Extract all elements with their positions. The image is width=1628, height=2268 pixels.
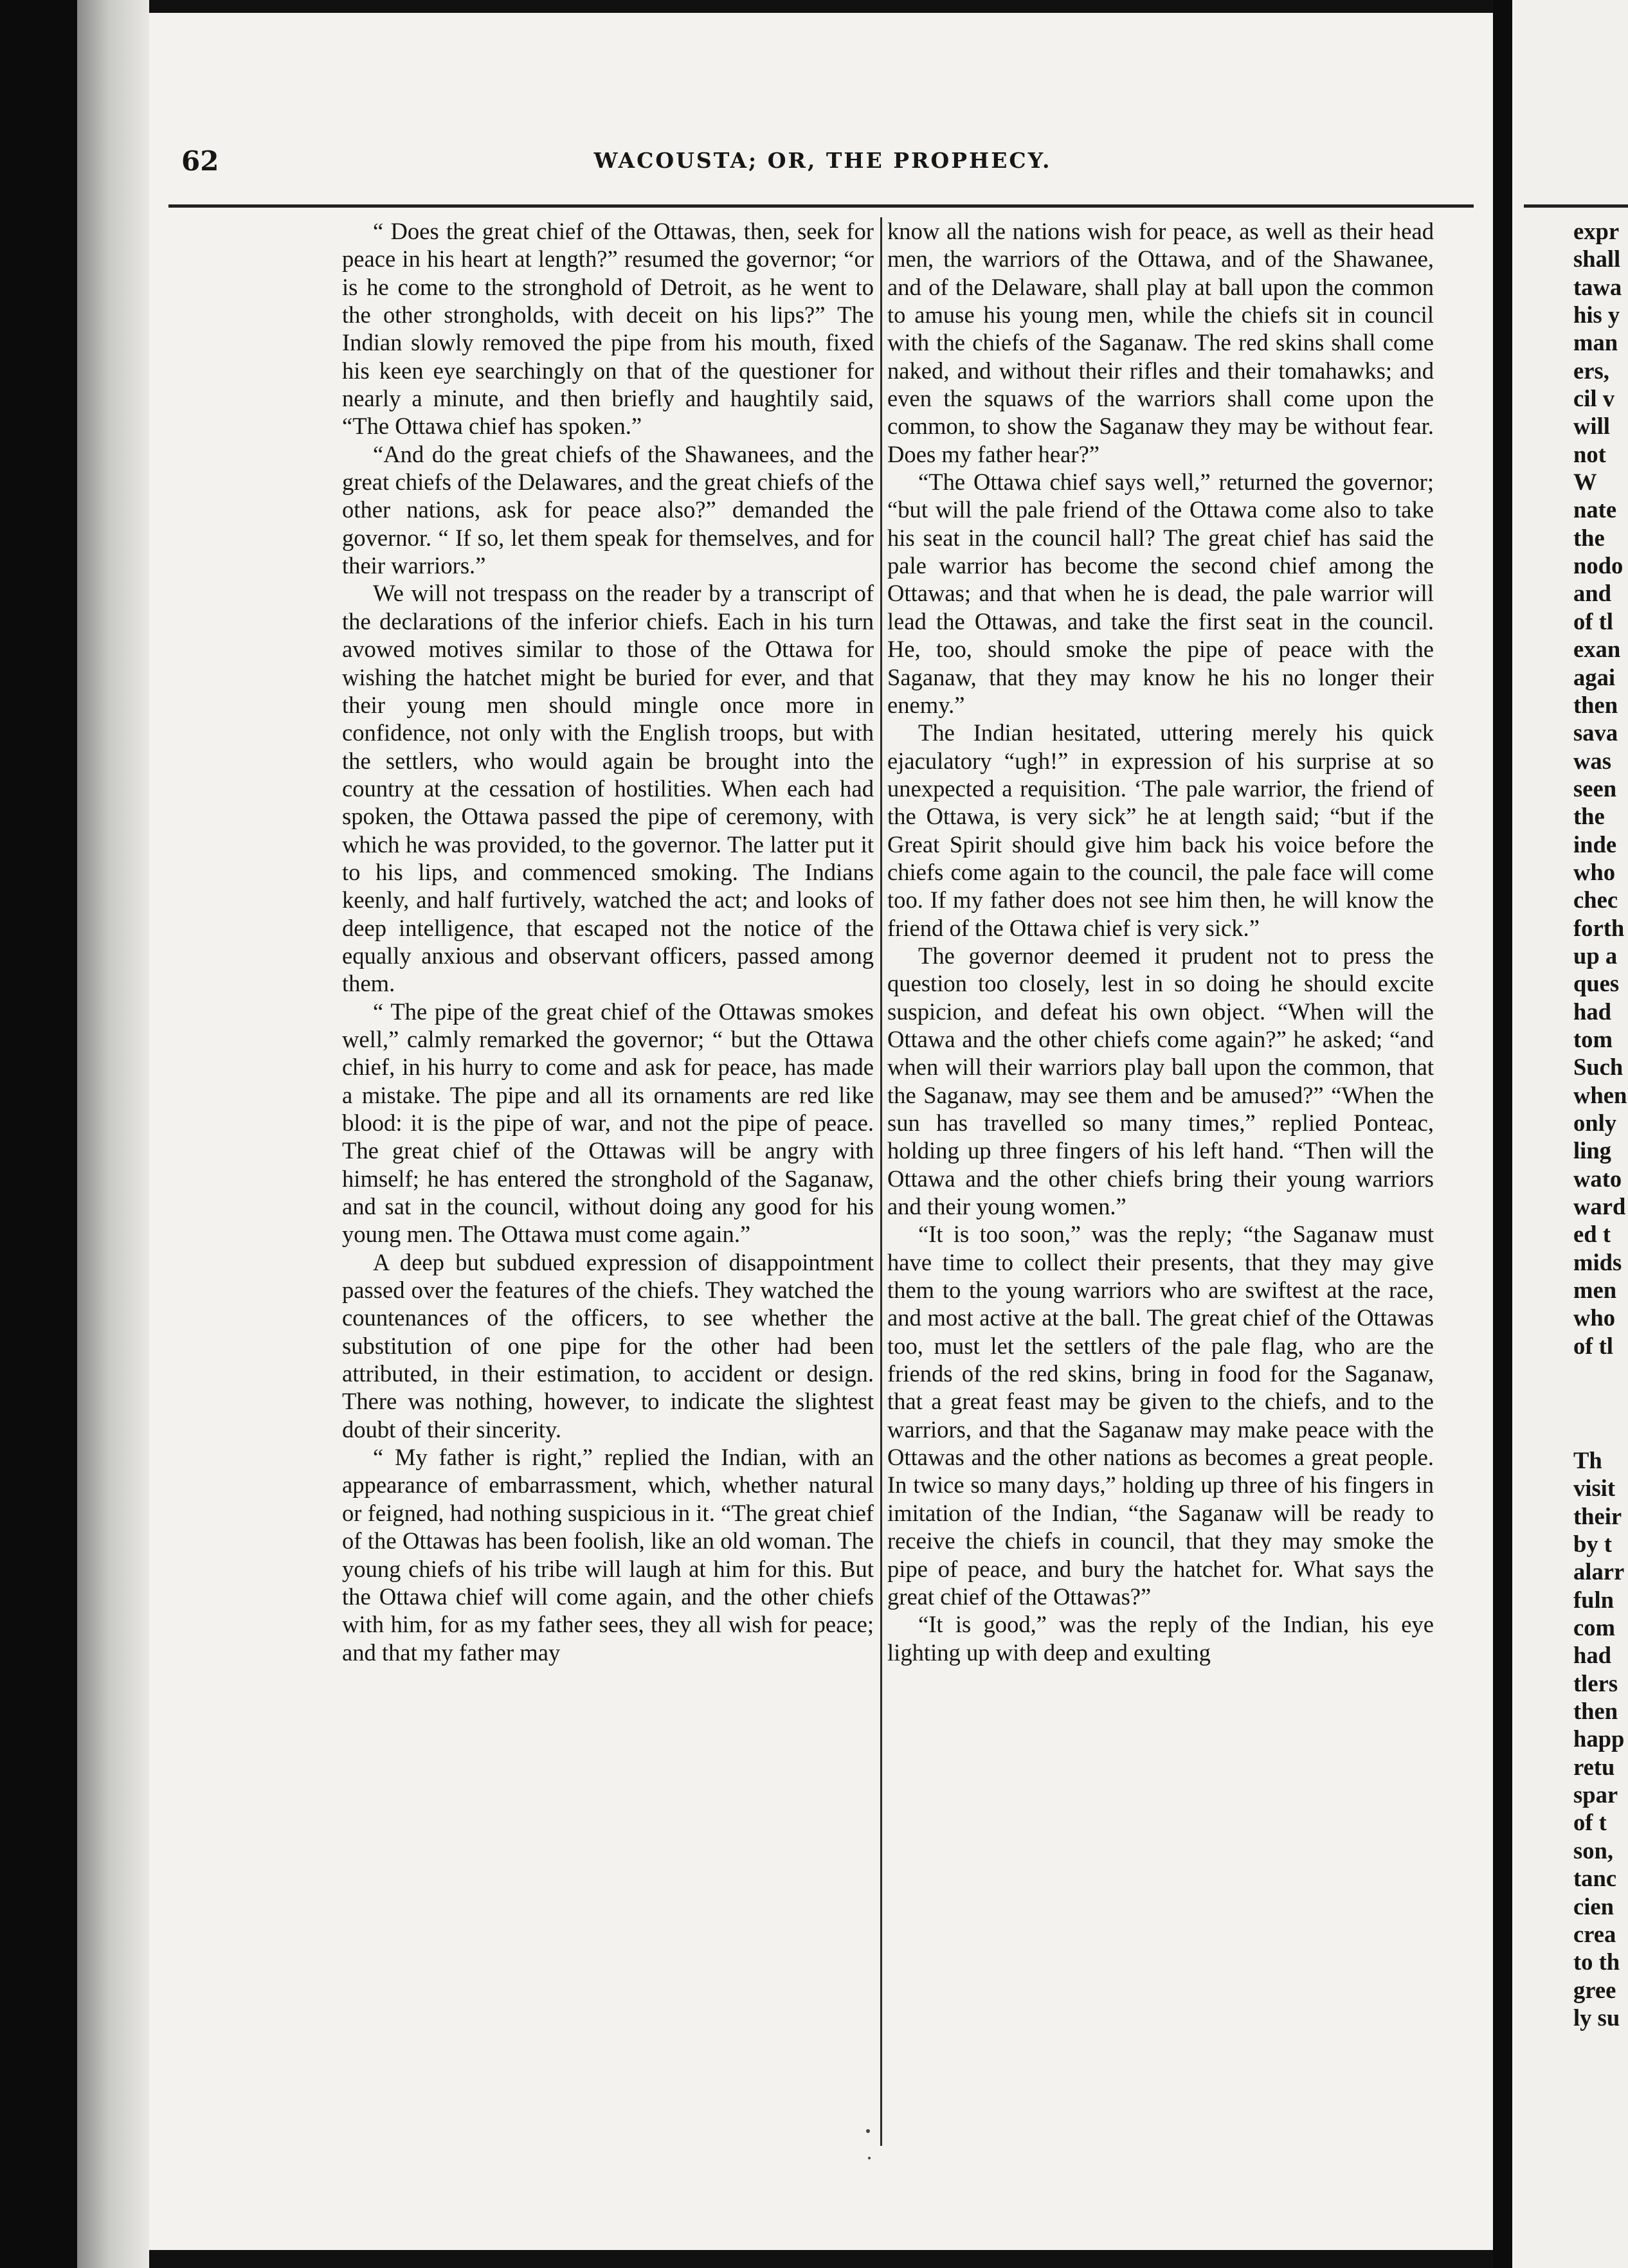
facing-page-line: W [1573,469,1597,496]
paragraph: A deep but subdued expression of disappointment passed over the features of the chiefs. They watched the countenances of the officers, to see whether the substitution of one pipe for the other had been attributed, in their estimation, to accident or design. There was nothing, however, to indicate the slightest doubt of their sincerity. [342,1248,874,1443]
facing-page-edge [1512,0,1628,2268]
facing-page-line: by t [1573,1531,1612,1558]
facing-page-line: shall [1573,246,1621,273]
facing-page-line: tawa [1573,273,1622,300]
facing-page-line: had [1573,1642,1611,1669]
facing-page-line: cil v [1573,385,1614,412]
facing-page-line: nodo [1573,552,1623,579]
facing-page-line: tlers [1573,1670,1618,1697]
facing-page-line: Th [1573,1447,1602,1473]
facing-page-line: was [1573,747,1611,774]
facing-page-line: man [1573,329,1618,356]
paragraph: “It is too soon,” was the reply; “the Saganaw must have time to collect their presents, that they may give them to the young warriors who are swiftest at the race, and most active at the ball. The great chief of the Ottawas too, must let the settlers of the pale flag, who are the friends of the red skins, bring in food for the Saganaw, that a great feast may be given to the chiefs, and to the warriors, and that the Saganaw may make peace with the Ottawas and the other nations as becomes a great people. In twice so many days,” holding up three of his fingers in imitation of the Indian, “the Saganaw will be ready to receive the chiefs in council, that they may smoke the pipe of peace, and bury the hatchet for. What says the great chief of the Ottawas?” [887,1221,1434,1610]
facing-page-line: visit [1573,1475,1616,1502]
print-speck [868,2157,871,2159]
facing-page-line: ed t [1573,1221,1611,1248]
paragraph: “ Does the great chief of the Ottawas, then, seek for peace in his heart at length?” resumed the governor; “or is he come to the stronghold of Detroit, as he went to the other strongholds, with deceit on his lips?” The Indian slowly removed the pipe from his mouth, fixed his keen eye searchingly on that of the questioner for nearly a minute, and then briefly and haughtily said, “The Ottawa chief has spoken.” [342,218,874,440]
facing-page-line: the [1573,524,1605,551]
facing-page-line: cien [1573,1893,1614,1920]
facing-page-rule [1524,204,1628,208]
paragraph: “The Ottawa chief says well,” returned the governor; “but will the pale friend of the Ottawa come also to take his seat in the council hall? The great chief has said the pale warrior has become the second chief among the Ottawas; and that when he is dead, the pale warrior will lead the Ottawas, and take the first seat in the council. He, too, should smoke the pipe of peace with the Saganaw, that they may know he his no longer their enemy.” [887,469,1434,718]
facing-page-line: had [1573,998,1611,1025]
facing-page-text-upper [1573,217,1628,1360]
book-gutter [1493,0,1512,2268]
facing-page-line: and [1573,580,1611,607]
facing-page-line: only [1573,1110,1617,1136]
paragraph: “It is good,” was the reply of the Indian, his eye lighting up with deep and exulting [887,1611,1434,1666]
facing-page-line: ly su [1573,2004,1620,2031]
running-title: WACOUSTA; OR, THE PROPHECY. [593,148,1052,173]
page-spine-shadow [77,0,149,2268]
facing-page-line: spar [1573,1781,1618,1808]
facing-page-line: their [1573,1502,1622,1529]
paragraph: The Indian hesitated, uttering merely his quick ejaculatory “ugh!” in expression of his surprise at so unexpected a requisition. ‘The pale warrior, the friend of the Ottawa, is very sick” he at length said; “but if the Great Spirit should give him back his voice before the chiefs come again to the council, the pale face will come too. If my father does not see him then, he will know the friend of the Ottawa chief is very sick.” [887,719,1434,941]
facing-page-line: tom [1573,1025,1613,1052]
facing-page-line: ward [1573,1193,1626,1220]
facing-page-line: men [1573,1277,1617,1304]
facing-page-line: alarr [1573,1558,1625,1585]
facing-page-line: will [1573,413,1610,440]
facing-page-line: forth [1573,914,1625,941]
paragraph: “ The pipe of the great chief of the Ottawas smokes well,” calmly remarked the governor; “ but the Ottawa chief, in his hurry to come and ask for peace, has made a mistake. The pipe and all its ornaments are red like blood: it is the pipe of war, and not the pipe of peace. The great chief of the Ottawas will be angry with himself; he has entered the stronghold of the Saganaw, and sat in the council, without doing any good for his young men. The Ottawa must come again.” [342,998,874,1248]
facing-page-line: Such [1573,1054,1623,1081]
facing-page-line: of t [1573,1809,1607,1836]
text-column-left [342,217,874,1666]
facing-page-line: who [1573,858,1616,885]
facing-page-line: not [1573,440,1606,467]
facing-page-line: ers, [1573,357,1609,384]
scan-border-left [0,0,77,2268]
paragraph: “And do the great chiefs of the Shawanees, and the great chiefs of the Delawares, and the great chiefs of the other nations, ask for peace also?” demanded the governor. “ If so, let them speak for themselves, and for their warriors.” [342,440,874,579]
facing-page-line: fuln [1573,1586,1614,1613]
facing-page-line: agai [1573,663,1616,690]
facing-page-line: seen [1573,775,1617,802]
text-column-right [887,217,1434,1666]
facing-page-line: up a [1573,942,1618,969]
facing-page-line: sava [1573,719,1618,746]
facing-page-line: then [1573,691,1618,718]
print-speck [866,2129,870,2133]
facing-page-line: of tl [1573,1332,1613,1359]
facing-page-line: exan [1573,636,1621,663]
header-rule [168,204,1474,208]
paragraph: “ My father is right,” replied the Indian, with an appearance of embarrassment, which, whether natural or feigned, had nothing suspicious in it. “The great chief of the Ottawas has been foolish, like an old woman. The young chiefs of his tribe will laugh at him for this. But the Ottawa chief will come again, and the other chiefs with him, for as my father sees, they all wish for peace; and that my father may [342,1444,874,1666]
facing-page-line: wato [1573,1165,1622,1192]
facing-page-line: expr [1573,218,1620,244]
facing-page-line: tanc [1573,1865,1617,1892]
facing-page-line: com [1573,1614,1615,1641]
facing-page-line: ling [1573,1137,1611,1164]
facing-page-line: inde [1573,831,1617,858]
running-head [181,145,1464,190]
facing-page-line: mids [1573,1248,1622,1275]
facing-page-line: retu [1573,1753,1615,1780]
facing-page-line: chec [1573,887,1618,914]
facing-page-line: gree [1573,1976,1616,2003]
facing-page-line: of tl [1573,608,1613,634]
facing-page-line: who [1573,1304,1616,1331]
column-divider [880,217,882,2146]
facing-page-line: then [1573,1698,1618,1725]
facing-page-line: ques [1573,970,1620,997]
facing-page-line: son, [1573,1837,1614,1864]
facing-page-line: when [1573,1081,1627,1108]
paragraph: The governor deemed it prudent not to press the question too closely, lest in so doing he should excite suspicion, and defeat his own object. “When will the Ottawa and the other chiefs come again?” he asked; “and when will their warriors play ball upon the common, that the Saganaw, may see them and be amused?” “When the sun has travelled so many times,” replied Ponteac, holding up three fingers of his left hand. “Then will the Ottawa and the other chiefs bring their young warriors and their young women.” [887,942,1434,1220]
page-number: 62 [181,145,219,177]
facing-page-line: his y [1573,302,1620,328]
facing-page-text-lower [1573,1446,1628,2031]
facing-page-line: happ [1573,1725,1625,1752]
facing-page-line: nate [1573,496,1617,523]
facing-page-line: crea [1573,1920,1616,1947]
facing-page-line: the [1573,803,1605,830]
facing-page-line: to th [1573,1949,1620,1976]
paragraph: We will not trespass on the reader by a transcript of the declarations of the inferior chiefs. Each in his turn avowed motives similar to those of the Ottawa for wishing the hatchet might be buried for ever, and that their young men should mingle once more in confidence, not only with the English troops, but with the settlers, who would again be brought into the country at the cessation of hostilities. When each had spoken, the Ottawa passed the pipe of ceremony, with which he was provided, to the governor. The latter put it to his lips, and commenced smoking. The Indians keenly, and half furtively, watched the act; and looks of deep intelligence, that escaped not the notice of the equally anxious and observant officers, passed among them. [342,580,874,997]
paragraph: know all the nations wish for peace, as well as their head men, the warriors of the Ottawa, and of the Shawanee, and of the Delaware, shall play at ball upon the common to amuse his young men, while the chiefs sit in council with the chiefs of the Saganaw. The red skins shall come naked, and without their rifles and their tomahawks; and even the squaws of the warriors shall come upon the common, to show the Saganaw they may be without fear. Does my father hear?” [887,218,1434,467]
